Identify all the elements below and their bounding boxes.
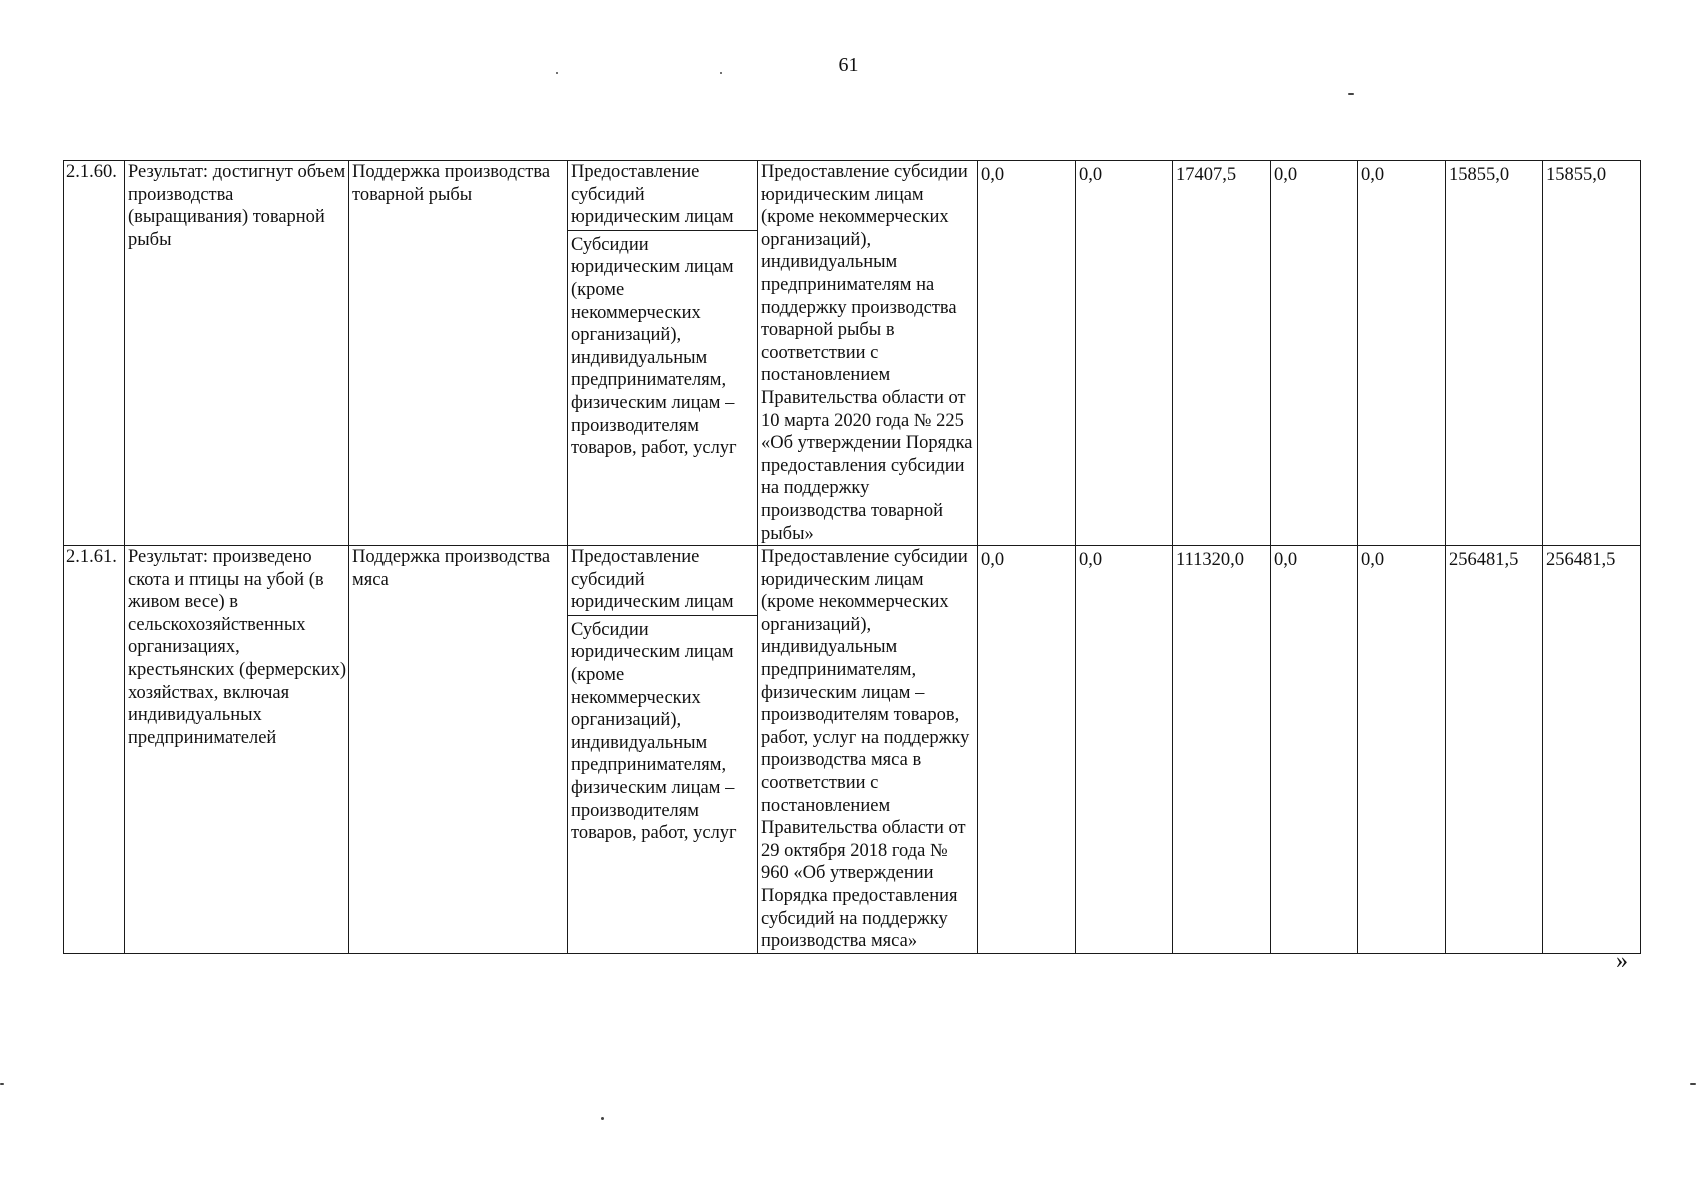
support-cell: Поддержка производства товарной рыбы <box>349 161 568 546</box>
measure-title: Предоставление субсидий юридическим лицам <box>568 546 757 616</box>
table-row <box>64 161 1641 546</box>
value-cell: 15855,0 <box>1543 161 1641 546</box>
value-cell: 0,0 <box>1271 161 1358 546</box>
program-table <box>63 160 1641 954</box>
scan-speck <box>1348 93 1354 95</box>
scan-speck <box>0 1083 4 1085</box>
page-number: 61 <box>838 54 859 76</box>
support-cell: Поддержка производства мяса <box>349 546 568 954</box>
description-cell: Предоставление субсидии юридическим лицам (кроме некоммерческих организаций), индивидуальным предпринимателям, физическим лицам – производителям товаров, работ, услуг на поддержку производства мяса в соответствии с постановлением Правительства области от 29 октября 2018 года № 960 «Об утверждении Порядка предоставления субсидий на поддержку производства мяса» <box>758 546 978 954</box>
value-cell: 256481,5 <box>1446 546 1543 954</box>
value-cell: 0,0 <box>1076 546 1173 954</box>
closing-quote-mark: » <box>1616 948 1628 974</box>
measure-detail: Субсидии юридическим лицам (кроме некоммерческих организаций), индивидуальным предпринимателям, физическим лицам – производителям товаров, работ, услуг <box>571 619 737 844</box>
measure-cell <box>568 546 758 954</box>
value-cell: 0,0 <box>1076 161 1173 546</box>
value-cell: 15855,0 <box>1446 161 1543 546</box>
table-row <box>64 546 1641 954</box>
value-cell: 17407,5 <box>1173 161 1271 546</box>
measure-title: Предоставление субсидий юридическим лицам <box>568 161 757 231</box>
description-cell: Предоставление субсидии юридическим лицам (кроме некоммерческих организаций), индивидуальным предпринимателям на поддержку производства товарной рыбы в соответствии с постановлением Правительства области от 10 марта 2020 года № 225 «Об утверждении Порядка предоставления субсидии на поддержку производства товарной рыбы» <box>758 161 978 546</box>
measure-detail: Субсидии юридическим лицам (кроме некоммерческих организаций), индивидуальным предпринимателям, физическим лицам – производителям товаров, работ, услуг <box>571 234 737 459</box>
value-cell: 111320,0 <box>1173 546 1271 954</box>
scan-speck <box>720 72 722 74</box>
value-cell: 0,0 <box>978 546 1076 954</box>
result-cell: Результат: достигнут объем производства (выращивания) товарной рыбы <box>125 161 349 546</box>
value-cell: 256481,5 <box>1543 546 1641 954</box>
result-cell: Результат: произведено скота и птицы на убой (в живом весе) в сельскохозяйственных организациях, крестьянских (фермерских) хозяйствах, включая индивидуальных предпринимателей <box>125 546 349 954</box>
scan-speck <box>601 1117 604 1120</box>
measure-cell <box>568 161 758 546</box>
value-cell: 0,0 <box>1358 546 1446 954</box>
value-cell: 0,0 <box>1271 546 1358 954</box>
value-cell: 0,0 <box>978 161 1076 546</box>
value-cell: 0,0 <box>1358 161 1446 546</box>
scan-speck <box>1690 1083 1696 1085</box>
row-number: 2.1.60. <box>64 161 125 546</box>
row-number: 2.1.61. <box>64 546 125 954</box>
scan-speck <box>556 72 558 74</box>
